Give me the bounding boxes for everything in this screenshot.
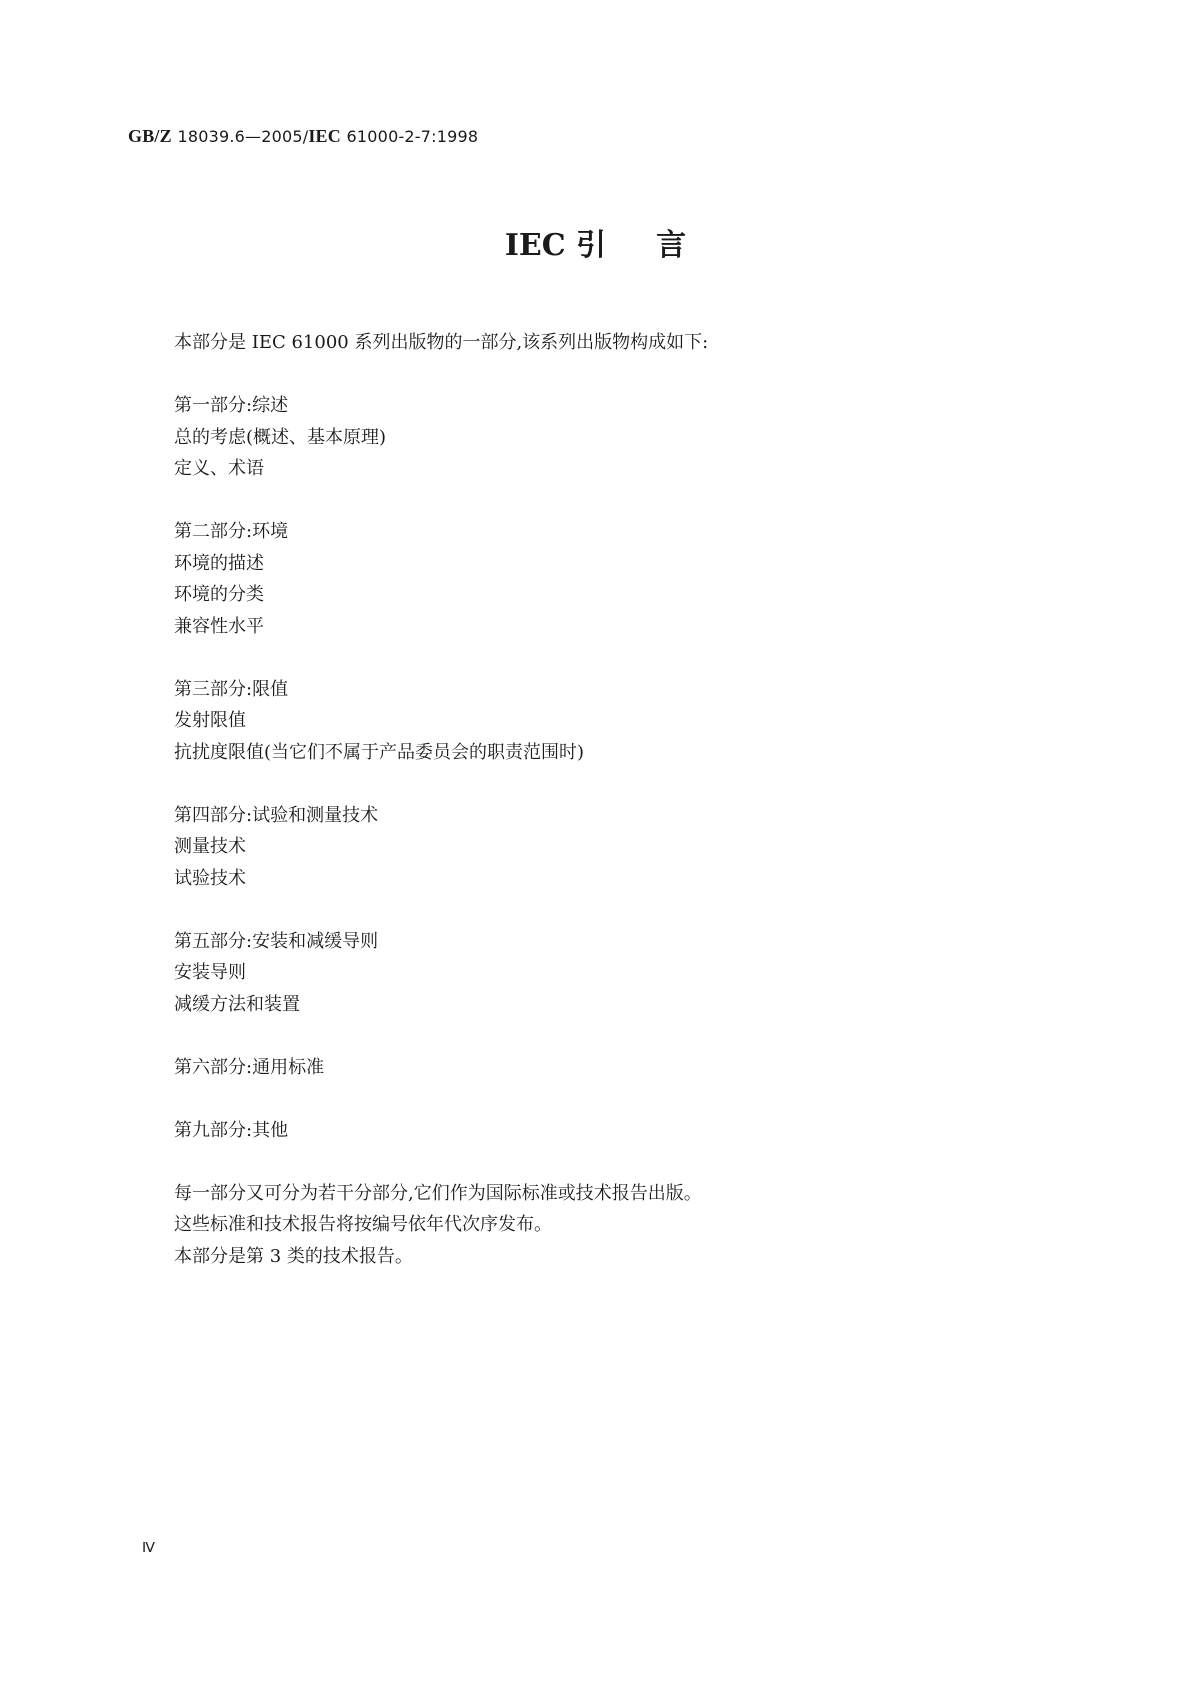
part-heading: 第五部分:安装和减缓导则 xyxy=(174,930,379,952)
list-item: 发射限值 xyxy=(174,710,246,731)
closing-line: 每一部分又可分为若干分部分,它们作为国际标准或技术报告出版。 xyxy=(174,1182,702,1204)
part-heading: 第二部分:环境 xyxy=(174,521,289,542)
list-item: 试验技术 xyxy=(174,867,246,889)
part-heading: 第三部分:限值 xyxy=(174,678,289,700)
part-heading: 第九部分:其他 xyxy=(174,1119,289,1141)
closing-line: 这些标准和技术报告将按编号依年代次序发布。 xyxy=(174,1214,552,1235)
list-item: 兼容性水平 xyxy=(174,615,264,637)
list-item: 定义、术语 xyxy=(174,458,264,479)
list-item: 总的考虑(概述、基本原理) xyxy=(174,426,387,448)
page-number: Ⅳ xyxy=(142,1541,155,1556)
list-item: 减缓方法和装置 xyxy=(174,993,300,1015)
title-prefix: IEC 引 xyxy=(504,228,607,263)
part-heading: 第四部分:试验和测量技术 xyxy=(174,804,379,826)
code-part-1: GB/Z xyxy=(128,126,172,146)
part-heading: 第一部分:综述 xyxy=(174,395,289,416)
list-item: 抗扰度限值(当它们不属于产品委员会的职责范围时) xyxy=(174,741,585,763)
title-suffix: 言 xyxy=(656,228,687,263)
page-title xyxy=(0,228,1191,264)
closing-line: 本部分是第 3 类的技术报告。 xyxy=(174,1245,413,1267)
body-text xyxy=(174,327,1074,1272)
list-item: 环境的分类 xyxy=(174,584,264,605)
code-part-4: 61000-2-7:1998 xyxy=(346,127,479,146)
intro-paragraph: 本部分是 IEC 61000 系列出版物的一部分,该系列出版物构成如下: xyxy=(174,332,709,353)
document-code xyxy=(128,126,478,147)
list-item: 环境的描述 xyxy=(174,552,264,574)
list-item: 安装导则 xyxy=(174,962,246,983)
part-heading: 第六部分:通用标准 xyxy=(174,1056,325,1078)
code-part-2: 18039.6—2005/ xyxy=(177,127,309,146)
code-part-3: IEC xyxy=(308,126,341,146)
list-item: 测量技术 xyxy=(174,836,246,857)
